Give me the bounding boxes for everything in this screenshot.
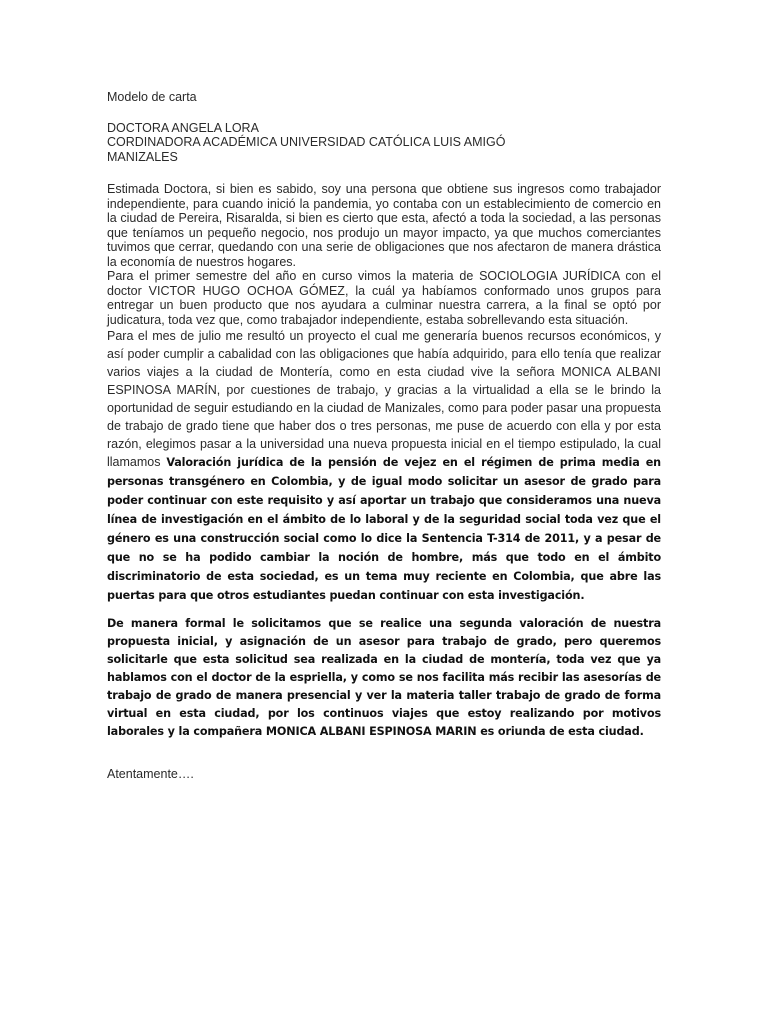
- paragraph-1: Estimada Doctora, si bien es sabido, soy una persona que obtiene sus ingresos como trabajador independiente, para cuando inició la pandemia, yo contaba con un establecimiento de comercio en la ciudad de Pereira, Risaralda, si bien es cierto que esta, afectó a toda la sociedad, a las personas que teníamos un pequeño negocio, nos produjo un mayor impacto, ya que muchos comerciantes tuvimos que cerrar, quedando con una serie de obligaciones que nos afectaron de manera drástica la economía de nuestros hogares.: [107, 182, 661, 269]
- closing: Atentamente….: [107, 767, 194, 781]
- paragraph-3-bold: Valoración jurídica de la pensión de vejez en el régimen de prima media en personas transgénero en Colombia, y de igual modo solicitar un asesor de grado para poder continuar con este requisito y así aportar un trabajo que consideramos una nueva línea de investigación en el ámbito de lo laboral y de la seguridad social toda vez que el género es una construcción social como lo dice la Sentencia T-314 de 2011, y a pesar de que no se ha podido cambiar la noción de hombre, más que todo en el ámbito discriminatorio de esta sociedad, es un tema muy reciente en Colombia, que abre las puertas para que otros estudiantes puedan continuar con esta investigación.: [107, 456, 661, 602]
- letter-document: [107, 90, 661, 782]
- recipient-block: [107, 121, 661, 165]
- recipient-name: DOCTORA ANGELA LORA: [107, 120, 259, 135]
- paragraph-4: De manera formal le solicitamos que se realice una segunda valoración de nuestra propuesta inicial, y asignación de un asesor para trabajo de grado, pero queremos solicitarle que esta solicitud sea realizada en la ciudad de montería, toda vez que ya hablamos con el doctor de la espriella, y como se nos facilita más recibir las asesorías de trabajo de grado de manera presencial y ver la materia taller trabajo de grado de forma virtual en esta ciudad, por los continuos viajes que estoy realizando por motivos laborales y la compañera MONICA ALBANI ESPINOSA MARIN es oriunda de esta ciudad.: [107, 617, 661, 738]
- recipient-city: MANIZALES: [107, 149, 178, 164]
- paragraph-3: [107, 327, 661, 605]
- paragraph-3-regular: Para el mes de julio me resultó un proyecto el cual me generaría buenos recursos económicos, y así poder cumplir a cabalidad con las obligaciones que había adquirido, para ello tenía que realizar varios viajes a la ciudad de Montería, como en esta ciudad vive la señora MONICA ALBANI ESPINOSA MARÍN, por cuestiones de trabajo, y gracias a la virtualidad a ella se le brindo la oportunidad de seguir estudiando en la ciudad de Manizales, como para poder pasar una propuesta de trabajo de grado tiene que haber dos o tres personas, me puse de acuerdo con ella y por esta razón, elegimos pasar a la universidad una nueva propuesta inicial en el tiempo estipulado, la cual llamamos: [107, 329, 661, 469]
- paragraph-2: Para el primer semestre del año en curso vimos la materia de SOCIOLOGIA JURÍDICA con el doctor VICTOR HUGO OCHOA GÓMEZ, la cuál ya habíamos conformado unos grupos para entregar un buen producto que nos ayudara a culminar nuestra carrera, a la final se optó por judicatura, toda vez que, como trabajador independiente, estaba sobrellevando esta situación.: [107, 269, 661, 327]
- recipient-position: CORDINADORA ACADÉMICA UNIVERSIDAD CATÓLICA LUIS AMIGÓ: [107, 135, 506, 149]
- letter-title: Modelo de carta: [107, 90, 197, 104]
